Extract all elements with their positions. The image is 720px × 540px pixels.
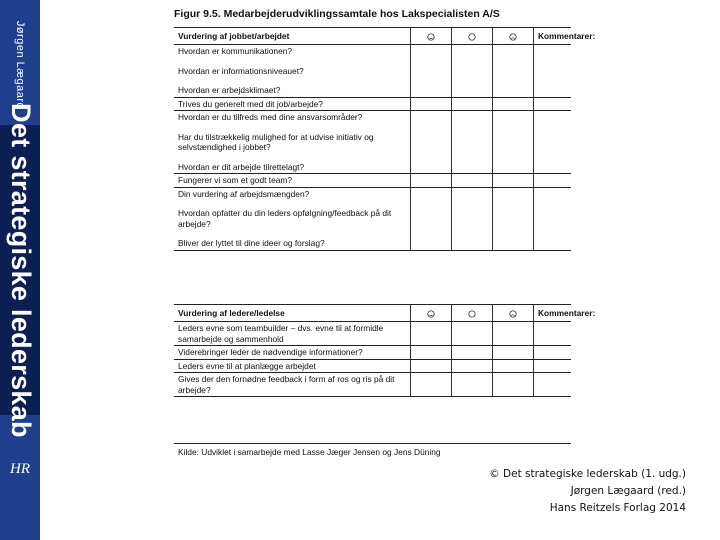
rating-sad-cell[interactable] — [493, 322, 534, 346]
rating-neutral-col — [452, 28, 493, 45]
question-cell — [174, 111, 411, 174]
question-group-row — [174, 359, 571, 373]
question-cell — [174, 373, 411, 397]
comments-cell[interactable] — [534, 97, 572, 111]
copyright-line-1: © Det strategiske lederskab (1. udg.) — [489, 468, 686, 480]
hr-logo-icon — [9, 457, 31, 479]
rating-sad-cell[interactable] — [493, 97, 534, 111]
job-evaluation-table — [174, 27, 596, 251]
rating-neutral-cell[interactable] — [452, 322, 493, 346]
rating-sad-col — [493, 28, 534, 45]
question-text: Gives der den fornødne feedback i form af ros og ris på dit arbejde? — [178, 374, 395, 395]
spine-title-text: Det strategiske lederskab — [5, 102, 36, 438]
rating-neutral-cell[interactable] — [452, 346, 493, 360]
rating-sad-cell[interactable] — [493, 346, 534, 360]
question-group-row — [174, 97, 571, 111]
smiley-sad-icon — [509, 33, 517, 41]
rating-happy-cell[interactable] — [411, 97, 452, 111]
comments-header: Kommentarer: — [534, 305, 572, 322]
book-spine — [0, 0, 40, 540]
question-text: Trives du generelt med dit job/arbejde? — [178, 98, 323, 109]
question-text: Hvordan er informationsniveauet? — [178, 65, 304, 76]
rating-neutral-cell[interactable] — [452, 187, 493, 250]
question-text: Fungerer vi som et godt team? — [178, 175, 293, 185]
question-cell — [174, 322, 411, 346]
question-text: Hvordan er arbejdsklimaet? — [178, 85, 281, 95]
rating-neutral-cell[interactable] — [452, 359, 493, 373]
copyright-line-2: Jørgen Lægaard (red.) — [570, 485, 686, 497]
rating-neutral-cell[interactable] — [452, 45, 493, 98]
section-header: Vurdering af jobbet/arbejdet — [174, 28, 411, 45]
question-text: Leders evne til at planlægge arbejdet — [178, 360, 316, 371]
question-cell — [174, 346, 411, 360]
comments-header: Kommentarer: — [534, 28, 572, 45]
comments-cell[interactable] — [534, 373, 572, 397]
rating-sad-cell[interactable] — [493, 174, 534, 188]
smiley-neutral-icon — [468, 33, 476, 41]
svg-text:HR: HR — [10, 461, 30, 477]
question-group-row — [174, 322, 571, 346]
question-group-row — [174, 373, 571, 397]
section-header: Vurdering af ledere/ledelse — [174, 305, 411, 322]
comments-cell[interactable] — [534, 346, 572, 360]
rating-happy-cell[interactable] — [411, 373, 452, 397]
rating-neutral-cell[interactable] — [452, 111, 493, 174]
publisher-logo — [0, 455, 40, 481]
rating-happy-cell[interactable] — [411, 111, 452, 174]
question-cell — [174, 359, 411, 373]
rating-sad-cell[interactable] — [493, 45, 534, 98]
rating-happy-cell[interactable] — [411, 174, 452, 188]
rating-happy-cell[interactable] — [411, 322, 452, 346]
smiley-neutral-icon — [468, 310, 476, 318]
question-group-row — [174, 346, 571, 360]
rating-sad-cell[interactable] — [493, 187, 534, 250]
rating-neutral-cell[interactable] — [452, 373, 493, 397]
question-text: Bliver der lyttet til dine ideer og forslag? — [178, 238, 325, 248]
comments-cell[interactable] — [534, 322, 572, 346]
spine-author-text: Jørgen Lægaard — [14, 20, 27, 110]
comments-cell[interactable] — [534, 111, 572, 174]
question-text: Hvordan er dit arbejde tilrettelagt? — [178, 161, 305, 172]
rating-sad-col — [493, 305, 534, 322]
rating-happy-cell[interactable] — [411, 45, 452, 98]
table-header-row — [174, 28, 571, 45]
comments-cell[interactable] — [534, 174, 572, 188]
question-group-row — [174, 45, 571, 98]
question-group-row — [174, 187, 571, 250]
question-group-row — [174, 174, 571, 188]
leader-evaluation-table — [174, 304, 596, 397]
rating-happy-cell[interactable] — [411, 346, 452, 360]
rating-sad-cell[interactable] — [493, 373, 534, 397]
source-note: Kilde: Udviklet i samarbejde med Lasse Jæger Jensen og Jens Düning — [174, 443, 571, 460]
figure-title: Figur 9.5. Medarbejderudviklingssamtale hos Lakspecialisten A/S — [174, 8, 500, 20]
comments-cell[interactable] — [534, 45, 572, 98]
rating-neutral-col — [452, 305, 493, 322]
question-text: Hvordan er du tilfreds med dine ansvarsområder? — [178, 112, 363, 122]
comments-cell[interactable] — [534, 187, 572, 250]
smiley-happy-icon — [427, 33, 435, 41]
question-cell — [174, 187, 411, 250]
question-text: Hvordan opfatter du din leders opfølgning/feedback på dit arbejde? — [178, 208, 392, 229]
question-cell — [174, 97, 411, 111]
spine-title-box — [0, 102, 40, 438]
question-text: Din vurdering af arbejdsmængden? — [178, 188, 310, 199]
rating-happy-cell[interactable] — [411, 359, 452, 373]
rating-sad-cell[interactable] — [493, 359, 534, 373]
comments-cell[interactable] — [534, 359, 572, 373]
smiley-sad-icon — [509, 310, 517, 318]
question-group-row — [174, 111, 571, 174]
smiley-happy-icon — [427, 310, 435, 318]
table-header-row — [174, 305, 571, 322]
rating-sad-cell[interactable] — [493, 111, 534, 174]
rating-happy-col — [411, 28, 452, 45]
question-cell — [174, 174, 411, 188]
copyright-line-3: Hans Reitzels Forlag 2014 — [549, 502, 686, 514]
rating-neutral-cell[interactable] — [452, 97, 493, 111]
question-cell — [174, 45, 411, 98]
question-text: Viderebringer leder de nødvendige informationer? — [178, 347, 363, 357]
copyright-block — [489, 466, 686, 517]
rating-neutral-cell[interactable] — [452, 174, 493, 188]
rating-happy-col — [411, 305, 452, 322]
question-text: Hvordan er kommunikationen? — [178, 46, 293, 56]
question-text: Har du tilstrækkelig mulighed for at udvise initiativ og selvstændighed i jobbet? — [178, 131, 374, 152]
question-text: Leders evne som teambuilder – dvs. evne til at formidle samarbejde og sammenhold — [178, 323, 384, 344]
rating-happy-cell[interactable] — [411, 187, 452, 250]
